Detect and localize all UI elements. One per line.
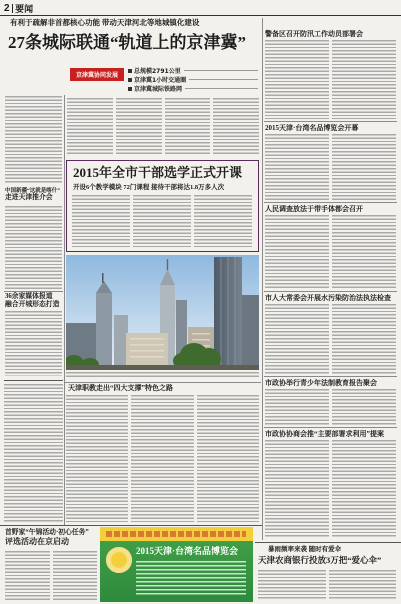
lead-body xyxy=(67,98,259,156)
text-column xyxy=(53,551,98,600)
text-line xyxy=(189,79,258,81)
story-rule xyxy=(264,202,397,203)
text-column xyxy=(332,389,396,426)
expo-ad-top-strip xyxy=(106,531,246,537)
left-story-headline xyxy=(5,188,60,202)
photo-caption xyxy=(66,372,259,379)
topic-badge xyxy=(70,68,124,81)
lead-bullet-text: 总规模2791公里 xyxy=(134,68,181,75)
featured-body xyxy=(72,195,252,247)
lead-bullet xyxy=(128,84,258,93)
right-story-body xyxy=(265,440,396,538)
headline-line: 首野家“午锦活动·初心任务” xyxy=(5,529,89,536)
bottom-right-headline: 天津农商银行投放3万把“爱心伞” xyxy=(258,555,382,565)
text-column xyxy=(116,98,162,156)
bullet-square-icon xyxy=(128,87,132,91)
expo-logo-icon xyxy=(106,547,132,573)
text-column xyxy=(332,40,396,119)
expo-ad-title: 2015天津·台湾名品博览会 xyxy=(136,546,239,556)
text-column xyxy=(265,134,329,201)
text-column xyxy=(265,304,329,375)
topic-badge-label: 京津冀协同发展 xyxy=(75,72,118,79)
story-rule xyxy=(264,121,397,122)
right-story-headline: 市政协举行青少年法制教育报告聚会 xyxy=(265,379,377,387)
right-story-headline: 市政协协商会推“主要部署求利用”提案 xyxy=(265,430,384,438)
bottom-right-kicker: 暴雨频率来袭 随时有爱伞 xyxy=(268,546,342,553)
story-rule xyxy=(264,291,397,292)
right-story-headline: 人民调查放法于带手体都会召开 xyxy=(265,205,363,213)
headline-line: 36余家媒体报道 xyxy=(5,293,53,300)
text-column xyxy=(265,215,329,290)
text-column xyxy=(265,440,329,538)
headline-line: 融合开城形态打造 xyxy=(5,300,60,308)
lead-bullet xyxy=(128,75,258,84)
city-skyline-photo xyxy=(66,255,259,370)
headline-line: 中国新疆“这就是喀什” xyxy=(5,188,61,194)
text-column xyxy=(213,98,259,156)
right-story-headline: 2015天津·台湾名品博览会开幕 xyxy=(265,124,359,132)
text-column xyxy=(258,570,326,600)
text-column xyxy=(66,395,128,522)
featured-subheadline: 开设6个教学模块 72门课程 接待干部将达1.8万多人次 xyxy=(73,184,225,191)
right-story-body xyxy=(265,215,396,290)
right-story-body xyxy=(265,304,396,375)
page-header xyxy=(4,2,33,14)
text-column xyxy=(332,440,396,538)
headline-line: 走进天津推介会 xyxy=(5,194,53,202)
page-number: 2 xyxy=(4,2,10,14)
text-column xyxy=(72,195,130,247)
headline-line: 评选活动在京启动 xyxy=(5,536,69,546)
bottom-right-body xyxy=(258,570,396,600)
text-column xyxy=(194,195,252,247)
text-column xyxy=(332,304,396,375)
lead-headline: 27条城际联通“轨道上的京津冀” xyxy=(8,33,246,52)
story-rule xyxy=(4,291,63,292)
text-column xyxy=(332,134,396,201)
lead-bullet-text: 京津冀城际铁路网 xyxy=(134,86,183,93)
center-story-headline: 天津职教走出“四大支撑”特色之路 xyxy=(68,384,173,392)
left-boxed-story xyxy=(4,380,63,522)
center-story-body xyxy=(66,395,259,522)
lead-bullet-text: 京津冀1小时交通圈 xyxy=(134,77,187,84)
featured-story-box xyxy=(66,160,259,252)
featured-headline: 2015年全市干部选学正式开课 xyxy=(73,165,243,180)
text-column xyxy=(332,215,396,290)
left-story-body xyxy=(5,206,62,289)
bullet-square-icon xyxy=(128,78,132,82)
text-column xyxy=(4,384,63,522)
left-story-headline xyxy=(5,293,59,309)
bottom-left-body xyxy=(5,551,97,600)
lead-bullet xyxy=(128,66,258,75)
lead-bullets xyxy=(128,66,258,93)
bottom-left-headline xyxy=(5,529,89,546)
text-column xyxy=(165,98,211,156)
text-column xyxy=(133,195,191,247)
left-story-body xyxy=(5,311,62,376)
section-divider xyxy=(12,4,14,13)
text-column xyxy=(67,98,113,156)
right-story-body xyxy=(265,134,396,201)
story-rule xyxy=(264,427,397,428)
street xyxy=(66,365,259,370)
bottom-right-rule xyxy=(255,542,401,543)
right-story-headline: 警备区召开防汛工作动员部署会 xyxy=(265,30,363,38)
lead-kicker: 有利于疏解非首都核心功能 带动天津河北等地城镇化建设 xyxy=(10,18,200,27)
bottom-band-rule xyxy=(0,525,262,526)
story-rule xyxy=(264,376,397,377)
expo-ad-details xyxy=(136,561,246,595)
left-column-rule xyxy=(64,95,65,525)
text-column xyxy=(265,389,329,426)
text-column xyxy=(197,395,259,522)
header-rule xyxy=(0,15,401,16)
right-story-body xyxy=(265,40,396,119)
lead-body-left xyxy=(5,96,62,184)
story-rule xyxy=(65,382,261,383)
right-story-body xyxy=(265,389,396,426)
text-line xyxy=(184,70,258,72)
section-name: 要闻 xyxy=(15,4,34,15)
text-column xyxy=(131,395,193,522)
right-column-rule xyxy=(262,18,263,540)
text-column xyxy=(329,570,397,600)
text-column xyxy=(265,40,329,119)
expo-advertisement xyxy=(100,527,253,602)
text-column xyxy=(5,551,50,600)
bullet-square-icon xyxy=(128,69,132,73)
text-line xyxy=(185,88,258,90)
right-story-headline: 市人大常委会开展水污染防治法执法检查 xyxy=(265,294,391,302)
